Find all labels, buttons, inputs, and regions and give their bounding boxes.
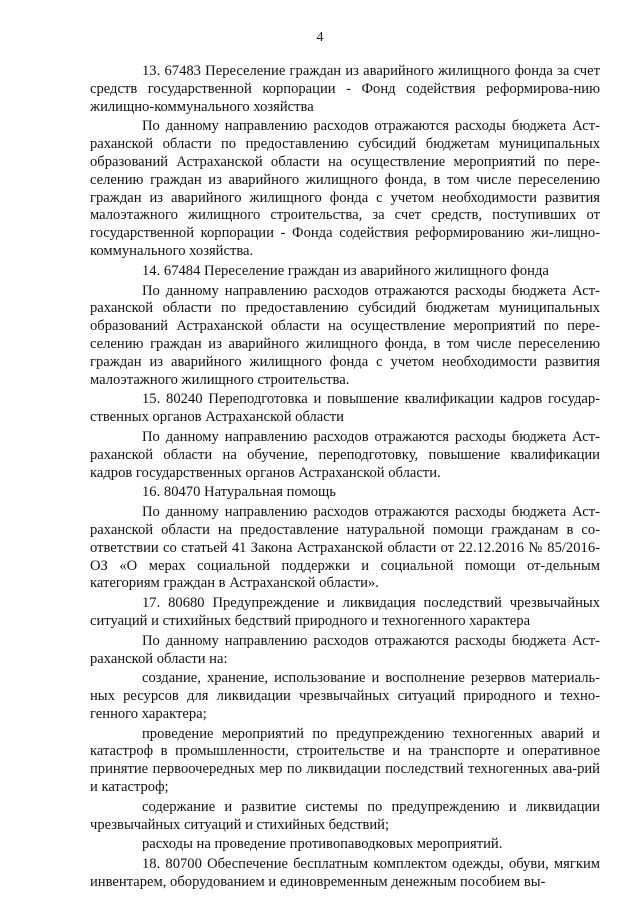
paragraph-13-body: По данному направлению расходов отражаются расходы бюджета Аст-раханской области по предоставлению субсидий бюджетам муниципальных образований Астраханской области на осуществление мероприятий по пере-селению граждан из аварийного жилищного фонда, в том числе переселению граждан из аварийного жилищного фонда с учетом необходимости развития малоэтажного жилищного строительства, за счет средств, поступивших от государственной корпорации - Фонда содействия реформированию жи-лищно-коммунального хозяйства. (90, 118, 600, 259)
paragraph-13-heading: 13. 67483 Переселение граждан из аварийного жилищного фонда за счет средств государственной корпорации - Фонд содействия реформирова-нию жилищно-коммунального хозяйства (90, 63, 600, 115)
paragraph-17-item-1: создание, хранение, использование и восполнение резервов материаль-ных ресурсов для ликвидации чрезвычайных ситуаций природного и техно-генного характера; (90, 670, 600, 722)
paragraph-15-body: По данному направлению расходов отражаются расходы бюджета Аст-раханской области на обучение, переподготовку, повышение квалификации кадров государственных органов Астраханской области. (90, 428, 600, 481)
paragraph-14-heading: 14. 67484 Переселение граждан из аварийного жилищного фонда (142, 262, 549, 279)
page-number: 4 (316, 30, 324, 45)
paragraph-16-heading: 16. 80470 Натуральная помощь (142, 484, 336, 501)
paragraph-17-heading: 17. 80680 Предупреждение и ликвидация последствий чрезвычайных ситуаций и стихийных бедствий природного и техногенного характера (90, 595, 600, 629)
paragraph-17-item-2: проведение мероприятий по предупреждению техногенных аварий и катастроф в промышленности, строительстве и на транспорте и оперативное принятие первоочередных мер по ликвидации последствий техногенных ава-рий и катастроф; (90, 725, 600, 796)
paragraph-17-item-3: содержание и развитие системы по предупреждению и ликвидации чрезвычайных ситуаций и стихийных бедствий; (90, 798, 600, 833)
paragraph-18-heading: 18. 80700 Обеспечение бесплатным комплектом одежды, обуви, мягким инвентарем, оборудованием и единовременным денежным пособием вы- (90, 856, 600, 891)
paragraph-14-body: По данному направлению расходов отражаются расходы бюджета Аст-раханской области по предоставлению субсидий бюджетам муниципальных образований Астраханской области на осуществление мероприятий по пере-селению граждан из аварийного жилищного фонда, в том числе переселению граждан из аварийного жилищного фонда с учетом необходимости развития малоэтажного жилищного строительства. (90, 282, 600, 388)
paragraph-17-intro: По данному направлению расходов отражаются расходы бюджета Аст-раханской области на: (90, 632, 600, 667)
paragraph-17-item-4: расходы на проведение противопаводковых мероприятий. (142, 836, 503, 853)
document-body (90, 63, 600, 894)
paragraph-15-heading: 15. 80240 Переподготовка и повышение квалификации кадров государ-ственных органов Астраханской области (90, 391, 600, 426)
paragraph-16-body: По данному направлению расходов отражаются расходы бюджета Аст-раханской области на предоставление натуральной помощи гражданам в со-ответствии со статьей 41 Закона Астраханской области от 22.12.2016 № 85/2016-ОЗ «О мерах социальной поддержки и социальной помощи от-дельным категориям граждан в Астраханской области». (90, 504, 600, 592)
